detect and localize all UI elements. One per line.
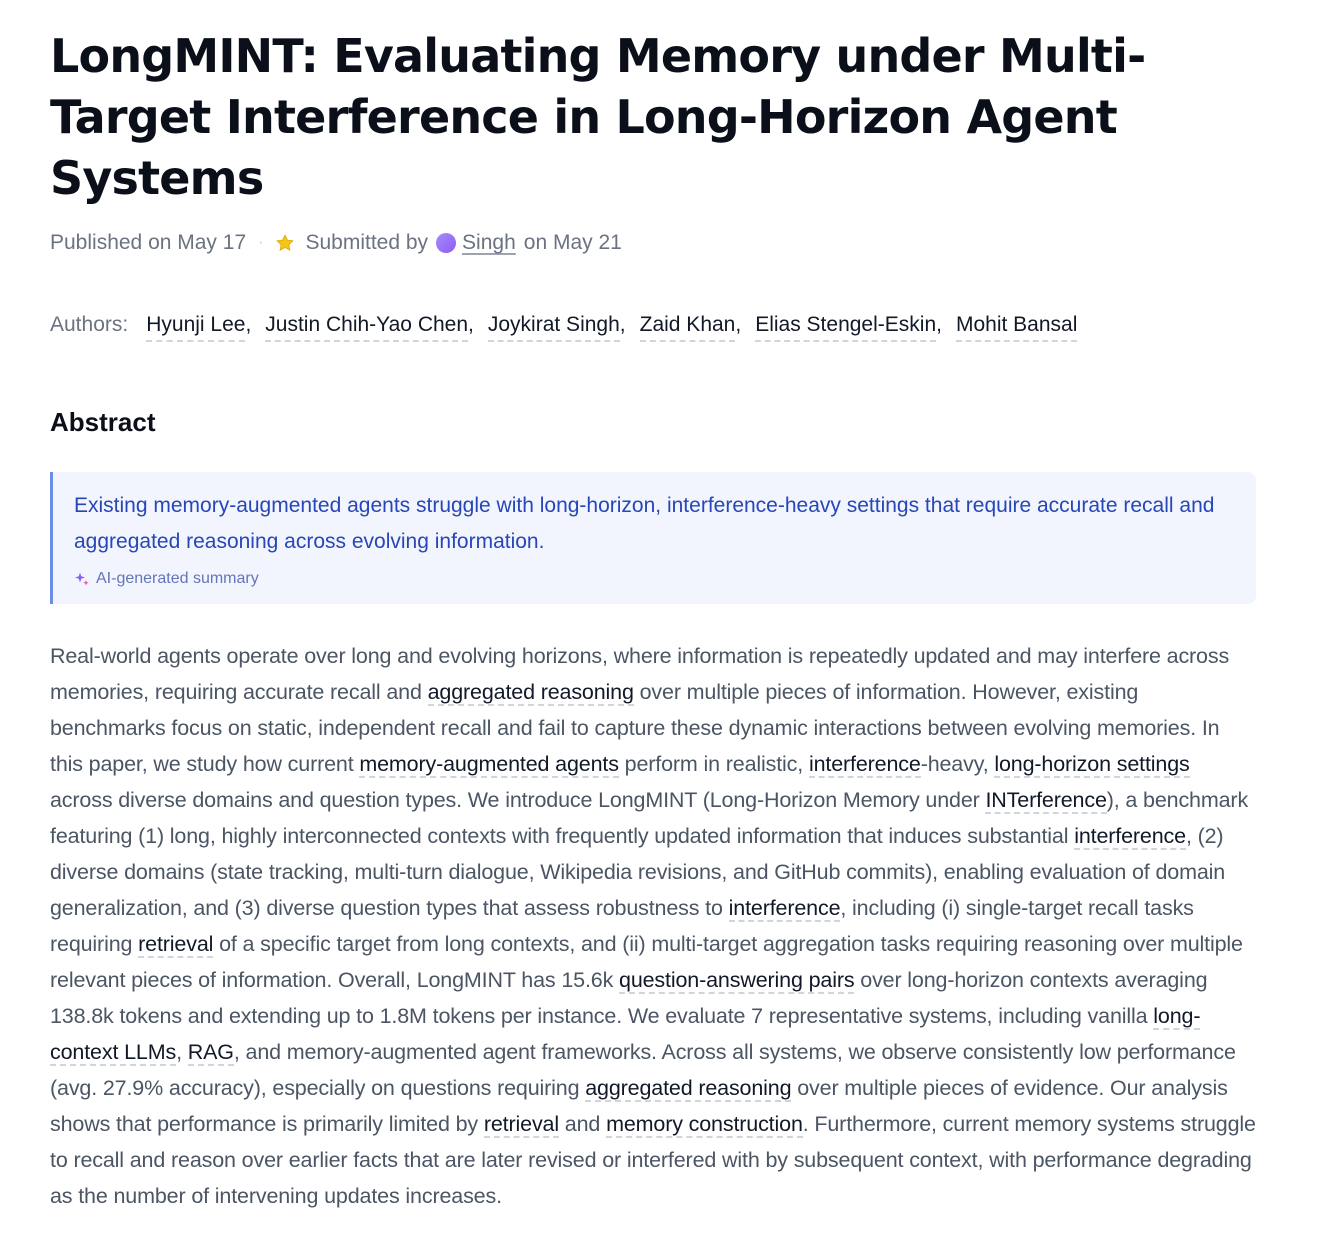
glossary-term-link[interactable]: interference xyxy=(1074,824,1186,848)
abstract-text: , xyxy=(176,1040,188,1064)
author-separator: , xyxy=(245,313,252,336)
abstract-text: , (2) diverse domains (state tracking, multi-turn dialogue, Wikipedia revisions, and GitHub commits), enabling evaluation of domain generalization, and (3) diverse question types that assess robustness to xyxy=(50,824,1226,920)
publication-meta xyxy=(50,229,1256,257)
glossary-term-link[interactable]: aggregated reasoning xyxy=(427,680,634,704)
glossary-term-link[interactable]: INTerference xyxy=(985,788,1107,812)
authors-label: Authors: xyxy=(50,313,129,336)
submitter-avatar[interactable] xyxy=(436,233,456,253)
author-separator: , xyxy=(619,313,626,336)
sparkle-icon xyxy=(74,571,90,587)
paper-title: LongMINT: Evaluating Memory under Multi-Target Interference in Long-Horizon Agent Systems xyxy=(50,29,1146,205)
glossary-term-link[interactable]: interference xyxy=(808,752,921,776)
submitter-link[interactable]: Singh xyxy=(462,231,516,254)
submitted-date: on May 21 xyxy=(523,231,622,254)
author-separator: , xyxy=(468,313,474,336)
abstract-text: of a specific target from long contexts, and (ii) multi-target aggregation tasks requiring reasoning over multiple relevant pieces of information. Overall, LongMINT has 15.6k xyxy=(50,932,1243,992)
glossary-term-link[interactable]: long-context LLMs xyxy=(50,1004,1201,1064)
author-link[interactable]: Hyunji Lee xyxy=(146,310,245,342)
abstract-text: across diverse domains and question types. We introduce LongMINT (Long-Horizon Memory under xyxy=(50,788,986,812)
abstract-text: Real-world agents operate over long and evolving horizons, where information is repeatedly updated and may interfere across memories, requiring accurate recall and xyxy=(50,644,1230,704)
author-separator: , xyxy=(735,313,742,336)
published-date: Published on May 17 xyxy=(50,231,247,254)
ai-summary-badge xyxy=(74,568,1232,590)
author-link[interactable]: Mohit Bansal xyxy=(956,310,1077,342)
glossary-term-link[interactable]: interference xyxy=(728,896,841,920)
glossary-term-link[interactable]: memory-augmented agents xyxy=(359,752,619,776)
author-link[interactable]: Elias Stengel-Eskin xyxy=(755,310,936,342)
meta-separator: · xyxy=(258,234,264,251)
abstract-heading: Abstract xyxy=(50,407,156,437)
authors-list xyxy=(50,310,1256,342)
ai-summary-text: Existing memory-augmented agents struggle with long-horizon, interference-heavy settings that require accurate recall and aggregated reasoning across evolving information. xyxy=(74,494,1215,553)
author-link[interactable]: Joykirat Singh xyxy=(488,310,620,342)
abstract-text: -heavy, xyxy=(920,752,995,776)
abstract-text: , including (i) single-target recall tasks requiring xyxy=(50,896,1194,956)
abstract-text: ), a benchmark featuring (1) long, highly interconnected contexts with frequently updated information that induces substantial xyxy=(50,788,1249,848)
glossary-term-link[interactable]: long-horizon settings xyxy=(994,752,1190,776)
star-icon xyxy=(275,233,295,253)
glossary-term-link[interactable]: retrieval xyxy=(483,1112,559,1136)
abstract-text: over multiple pieces of information. However, existing benchmarks focus on static, independent recall and fail to capture these dynamic interactions between evolving memories. In this paper, we study how current xyxy=(50,680,1220,776)
glossary-term-link[interactable]: memory construction xyxy=(606,1112,803,1136)
abstract-text: perform in realistic, xyxy=(618,752,809,776)
abstract-text: over multiple pieces of evidence. Our analysis shows that performance is primarily limited by xyxy=(50,1076,1228,1136)
abstract-body xyxy=(50,638,1256,1214)
abstract-text: , and memory-augmented agent frameworks. Across all systems, we observe consistently low performance (avg. 27.9% accuracy), especially on questions requiring xyxy=(50,1040,1236,1100)
author-link[interactable]: Justin Chih-Yao Chen xyxy=(265,310,468,342)
glossary-term-link[interactable]: retrieval xyxy=(138,932,214,956)
abstract-text: over long-horizon contexts averaging 138.8k tokens and extending up to 1.8M tokens per instance. We evaluate 7 representative systems, including vanilla xyxy=(50,968,1208,1028)
glossary-term-link[interactable]: aggregated reasoning xyxy=(585,1076,792,1100)
glossary-term-link[interactable]: RAG xyxy=(187,1040,234,1064)
abstract-text: and xyxy=(558,1112,607,1136)
abstract-text: . Furthermore, current memory systems struggle to recall and reason over earlier facts that are later revised or interfered with by subsequent context, with performance degrading as the number of intervening updates increases. xyxy=(50,1112,1256,1208)
ai-summary-badge-label: AI-generated summary xyxy=(96,570,259,587)
ai-summary-box xyxy=(50,472,1256,604)
glossary-term-link[interactable]: question-answering pairs xyxy=(619,968,855,992)
submitted-by-label: Submitted by xyxy=(305,231,429,254)
author-separator: , xyxy=(936,313,942,336)
author-link[interactable]: Zaid Khan xyxy=(640,310,736,342)
paper-page xyxy=(50,26,1256,1236)
